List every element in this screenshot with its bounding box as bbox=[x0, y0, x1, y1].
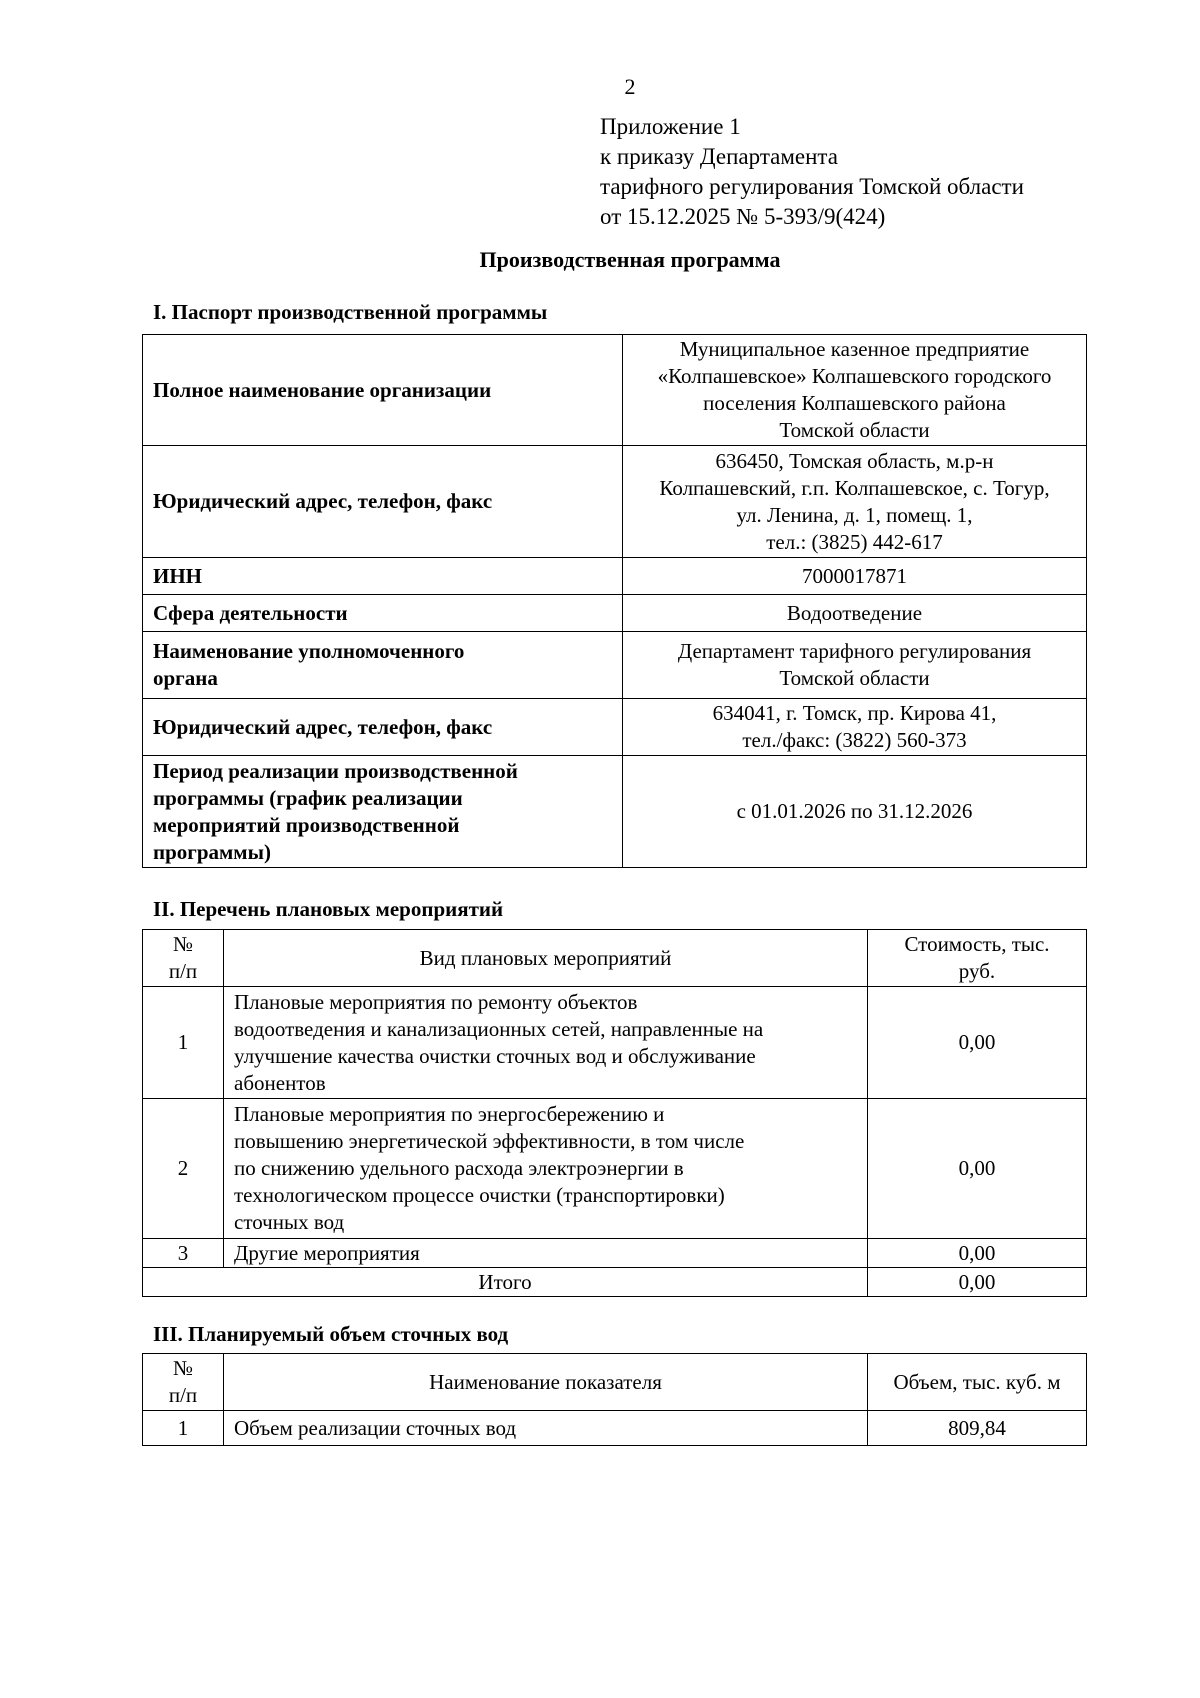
document-title: Производственная программа bbox=[479, 247, 781, 272]
row-name: Объем реализации сточных вод bbox=[224, 1411, 868, 1446]
table-row bbox=[143, 1239, 1087, 1268]
col-header-name: Вид плановых мероприятий bbox=[224, 930, 868, 987]
table-row bbox=[143, 335, 1087, 446]
section-3-heading: III. Планируемый объем сточных вод bbox=[153, 1322, 509, 1346]
name-line: технологическом процессе очистки (транспортировки) bbox=[234, 1183, 725, 1207]
row-label: ИНН bbox=[143, 558, 623, 595]
row-cost: 0,00 bbox=[868, 987, 1087, 1099]
table-header-row bbox=[143, 1354, 1087, 1411]
label-line: Период реализации производственной bbox=[153, 758, 518, 783]
appendix-line: Приложение 1 bbox=[600, 114, 741, 139]
row-no: 3 bbox=[143, 1239, 224, 1268]
label-line: программы (график реализации bbox=[153, 785, 463, 810]
value-line: Колпашевский, г.п. Колпашевское, с. Тогур, bbox=[659, 475, 1050, 500]
page-number: 2 bbox=[624, 74, 636, 99]
row-value: 7000017871 bbox=[623, 558, 1087, 595]
row-label: Юридический адрес, телефон, факс bbox=[143, 446, 623, 558]
col-header-no bbox=[143, 1354, 224, 1411]
row-label bbox=[143, 632, 623, 699]
label-line: мероприятий производственной bbox=[153, 812, 460, 837]
value-line: 636450, Томская область, м.р-н bbox=[715, 448, 994, 473]
name-line: Плановые мероприятия по ремонту объектов bbox=[234, 989, 638, 1014]
value-line: Департамент тарифного регулирования bbox=[677, 639, 1032, 663]
row-no: 1 bbox=[143, 1411, 224, 1446]
table-row bbox=[143, 1411, 1087, 1446]
table-header-row bbox=[143, 930, 1087, 987]
label-line: программы) bbox=[153, 839, 271, 864]
col-header-name: Наименование показателя bbox=[224, 1354, 868, 1411]
appendix-line: от 15.12.2025 № 5-393/9(424) bbox=[600, 204, 886, 229]
name-line: абонентов bbox=[234, 1070, 326, 1095]
header-line: руб. bbox=[958, 959, 996, 983]
name-line: по снижению удельного расхода электроэнергии в bbox=[234, 1156, 684, 1180]
value-line: Томской области bbox=[779, 418, 930, 442]
value-line: тел./факс: (3822) 560-373 bbox=[742, 728, 967, 752]
row-value bbox=[623, 632, 1087, 699]
table-row bbox=[143, 756, 1087, 868]
appendix-line: тарифного регулирования Томской области bbox=[600, 174, 1024, 199]
label-line: Наименование уполномоченного bbox=[153, 639, 465, 663]
row-name: Другие мероприятия bbox=[224, 1239, 868, 1268]
value-line: поселения Колпашевского района bbox=[703, 391, 1006, 415]
appendix-block bbox=[600, 112, 1024, 232]
header-line: № bbox=[172, 932, 194, 956]
header-line: п/п bbox=[168, 959, 198, 983]
measures-table bbox=[142, 929, 1087, 1297]
table-row bbox=[143, 632, 1087, 699]
row-label bbox=[143, 756, 623, 868]
value-line: Томской области bbox=[779, 666, 930, 690]
row-value bbox=[623, 699, 1087, 756]
label-line: органа bbox=[153, 666, 218, 690]
volume-table bbox=[142, 1353, 1087, 1446]
table-row bbox=[143, 1099, 1087, 1239]
name-line: сточных вод bbox=[234, 1210, 345, 1234]
value-line: тел.: (3825) 442-617 bbox=[766, 529, 943, 554]
total-value: 0,00 bbox=[868, 1268, 1087, 1297]
header-line: Стоимость, тыс. bbox=[904, 932, 1050, 956]
row-cost: 0,00 bbox=[868, 1099, 1087, 1239]
row-value: с 01.01.2026 по 31.12.2026 bbox=[623, 756, 1087, 868]
row-label: Сфера деятельности bbox=[143, 595, 623, 632]
section-2-heading: II. Перечень плановых мероприятий bbox=[153, 897, 504, 921]
value-line: Муниципальное казенное предприятие bbox=[679, 337, 1030, 361]
name-line: водоотведения и канализационных сетей, направленные на bbox=[234, 1016, 764, 1041]
row-volume: 809,84 bbox=[868, 1411, 1087, 1446]
total-label: Итого bbox=[143, 1268, 868, 1297]
col-header-cost bbox=[868, 930, 1087, 987]
passport-table bbox=[142, 334, 1087, 868]
row-name bbox=[224, 987, 868, 1099]
table-row bbox=[143, 699, 1087, 756]
row-value: Водоотведение bbox=[623, 595, 1087, 632]
row-label: Юридический адрес, телефон, факс bbox=[143, 699, 623, 756]
col-header-volume: Объем, тыс. куб. м bbox=[868, 1354, 1087, 1411]
row-no: 2 bbox=[143, 1099, 224, 1239]
row-value bbox=[623, 335, 1087, 446]
header-line: п/п bbox=[168, 1383, 198, 1407]
value-line: ул. Ленина, д. 1, помещ. 1, bbox=[736, 502, 973, 527]
appendix-line: к приказу Департамента bbox=[600, 144, 838, 169]
header-line: № bbox=[172, 1356, 194, 1380]
table-row bbox=[143, 595, 1087, 632]
value-line: «Колпашевское» Колпашевского городского bbox=[657, 364, 1052, 388]
name-line: повышению энергетической эффективности, в том числе bbox=[234, 1129, 745, 1153]
name-line: Плановые мероприятия по энергосбережению и bbox=[234, 1102, 665, 1126]
row-name bbox=[224, 1099, 868, 1239]
row-label: Полное наименование организации bbox=[143, 335, 623, 446]
row-no: 1 bbox=[143, 987, 224, 1099]
name-line: улучшение качества очистки сточных вод и обслуживание bbox=[234, 1043, 756, 1068]
value-line: 634041, г. Томск, пр. Кирова 41, bbox=[712, 701, 997, 725]
row-cost: 0,00 bbox=[868, 1239, 1087, 1268]
section-1-heading: I. Паспорт производственной программы bbox=[153, 300, 548, 324]
table-row bbox=[143, 446, 1087, 558]
table-total-row bbox=[143, 1268, 1087, 1297]
row-value bbox=[623, 446, 1087, 558]
col-header-no bbox=[143, 930, 224, 987]
table-row bbox=[143, 558, 1087, 595]
table-row bbox=[143, 987, 1087, 1099]
